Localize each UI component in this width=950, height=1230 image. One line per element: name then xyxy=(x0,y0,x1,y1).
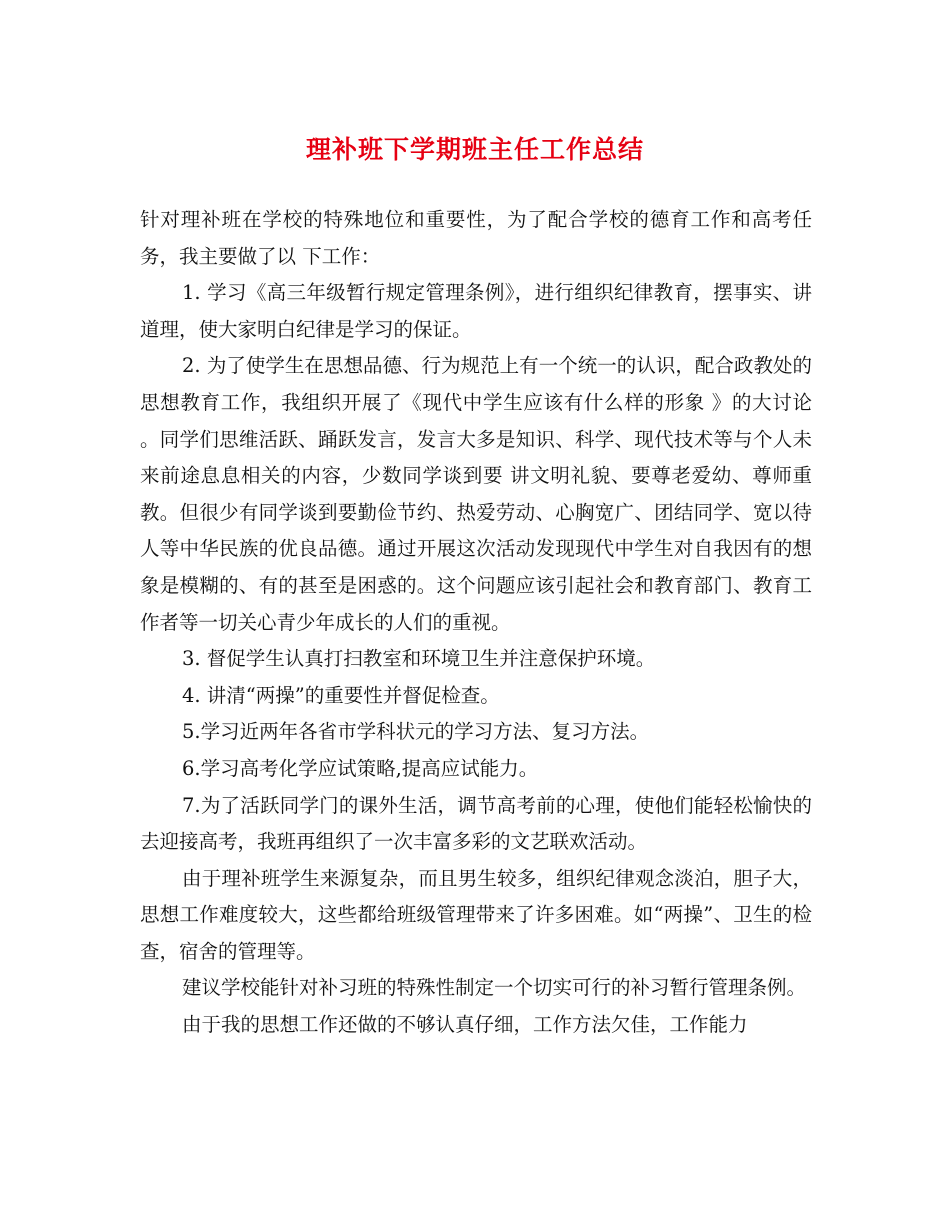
paragraph-item-1: 1. 学习《高三年级暂行规定管理条例》，进行组织纪律教育，摆事实、讲道理，使大家明白纪律是学习的保证。 xyxy=(140,281,812,341)
paragraph-item-5: 5.学习近两年各省市学科状元的学习方法、复习方法。 xyxy=(182,720,650,744)
document-body xyxy=(140,202,812,1044)
paragraph-item-7: 7.为了活跃同学门的课外生活，调节高考前的心理，使他们能轻松愉快的去迎接高考，我班再组织了一次丰富多彩的文艺联欢活动。 xyxy=(140,793,812,854)
paragraph-difficulties: 由于理补班学生来源复杂，而且男生较多，组织纪律观念淡泊，胆子大，思想工作难度较大，这些都给班级管理带来了许多困难。如“两操”、卫生的检查，宿舍的管理等。 xyxy=(140,866,812,963)
paragraph-item-3: 3. 督促学生认真打扫教室和环境卫生并注意保护环境。 xyxy=(182,647,656,671)
paragraph-suggestion: 建议学校能针对补习班的特殊性制定一个切实可行的补习暂行管理条例。 xyxy=(182,976,807,1000)
paragraph-intro: 针对理补班在学校的特殊地位和重要性，为了配合学校的德育工作和高考任务，我主要做了以 下工作： xyxy=(140,208,812,268)
paragraph-item-2: 2. 为了使学生在思想品德、行为规范上有一个统一的认识，配合政教处的思想教育工作，我组织开展了《现代中学生应该有什么样的形象 》的大讨论 。同学们思维活跃、踊跃发言，发言大多是知识、科学、现代技术等与个人未来前途息息相关的内容，少数同学谈到要 讲文明礼貌、要尊老爱幼、尊师重教。但很少有同学谈到要勤俭节约、热爱劳动、心胸宽广、团结同学、宽以待人等中华民族的优良品德。通过开展这次活动发现现代中学生对自我因有的想象是模糊的、有的甚至是困惑的。这个问题应该引起社会和教育部门、教育工作者等一切关心青少年成长的人们的重视。 xyxy=(140,354,812,634)
paragraph-item-4: 4. 讲清“两操”的重要性并督促检查。 xyxy=(182,683,500,707)
document-title: 理补班下学期班主任工作总结 xyxy=(305,135,644,164)
paragraph-reflection: 由于我的思想工作还做的不够认真仔细，工作方法欠佳，工作能力 xyxy=(182,1013,748,1037)
paragraph-item-6: 6.学习高考化学应试策略,提高应试能力。 xyxy=(182,756,539,780)
